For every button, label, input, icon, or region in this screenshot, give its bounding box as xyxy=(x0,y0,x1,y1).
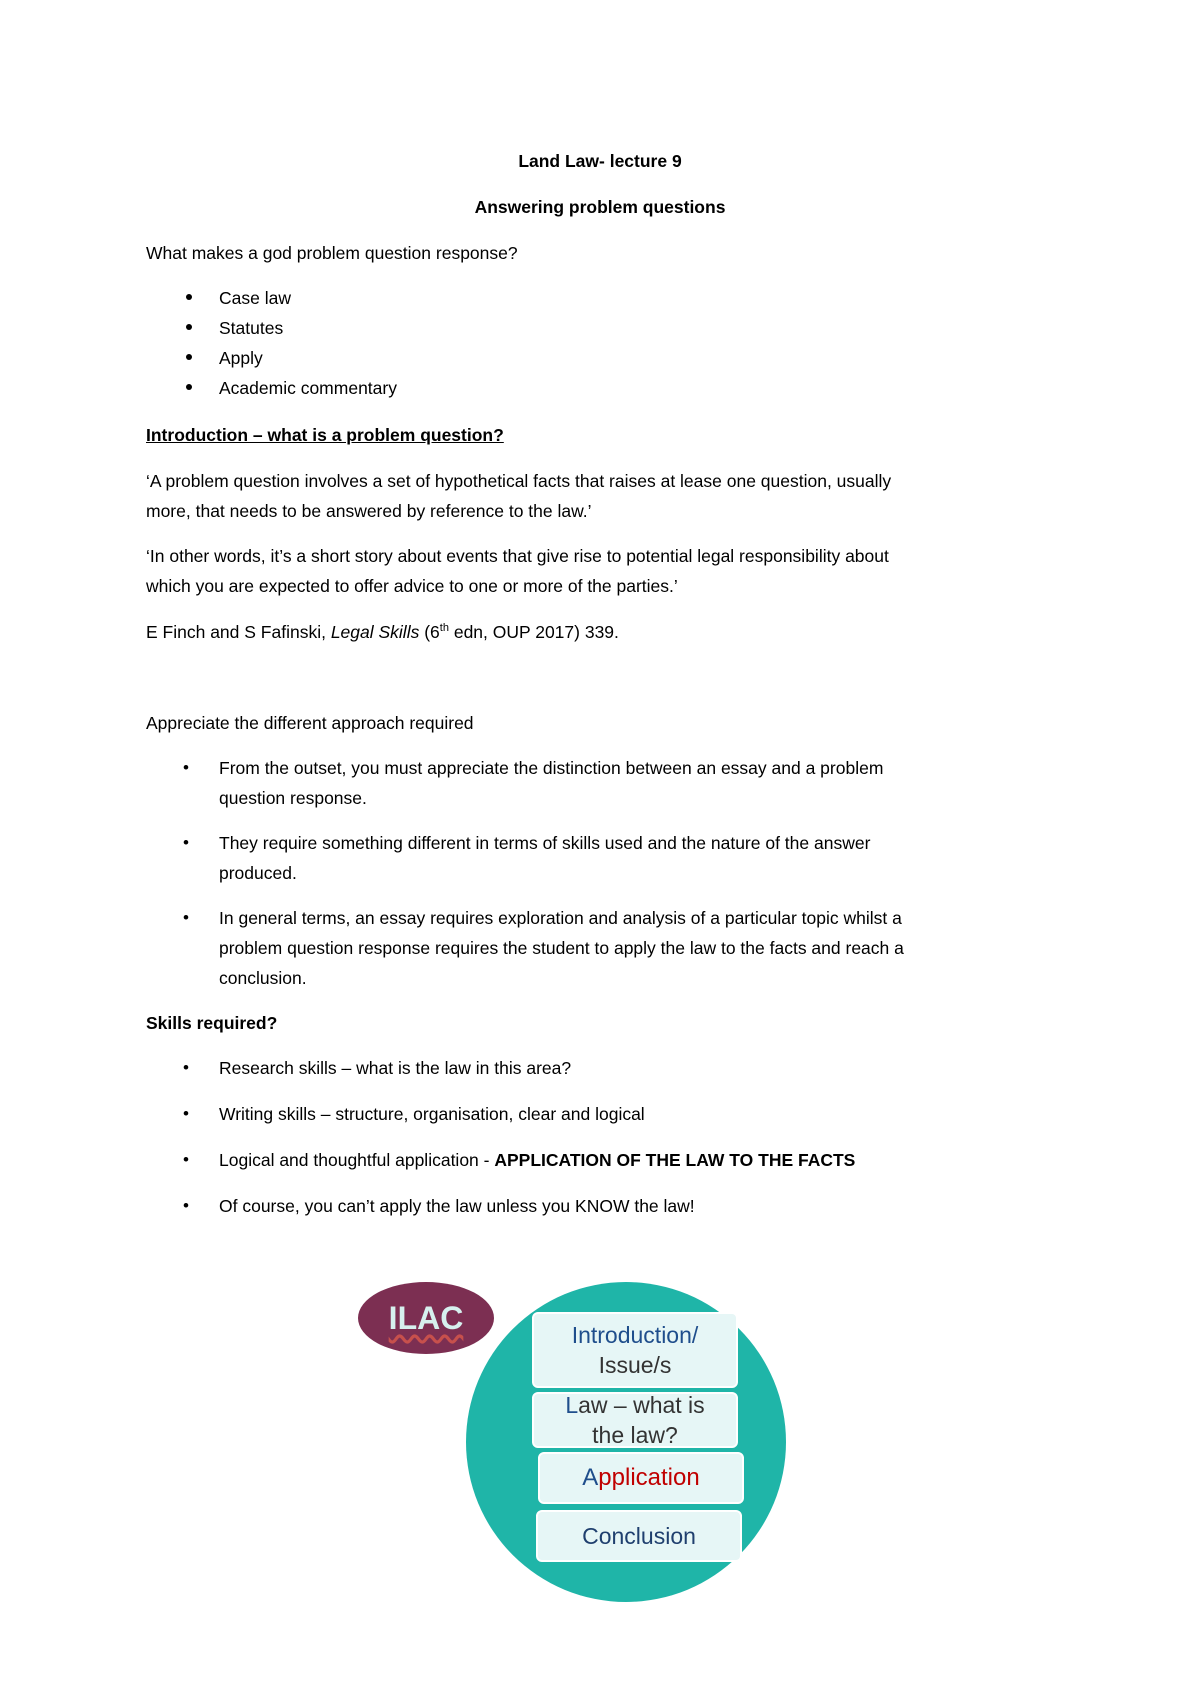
box-line xyxy=(565,1390,704,1420)
section-heading: Appreciate the different approach required xyxy=(146,713,474,733)
bullet-line: Writing skills – structure, organisation, clear and logical xyxy=(219,1104,645,1124)
quote-line: more, that needs to be answered by reference to the law.’ xyxy=(146,501,592,521)
bullet-dot xyxy=(186,294,192,300)
ilac-box-application xyxy=(538,1452,744,1504)
section-heading: Skills required? xyxy=(146,1013,278,1033)
list-item: Statutes xyxy=(219,318,284,338)
document-subtitle: Answering problem questions xyxy=(474,197,726,217)
list-item: Academic commentary xyxy=(219,378,397,398)
bullet-marker: • xyxy=(183,1150,189,1169)
ilac-box-conclusion xyxy=(536,1510,742,1562)
ilac-box-introduction xyxy=(532,1312,738,1388)
quote-line: ‘In other words, it’s a short story about events that give rise to potential legal responsibility about xyxy=(146,546,889,566)
section-heading: Introduction – what is a problem question? xyxy=(146,425,504,445)
box-line xyxy=(582,1463,699,1493)
ilac-label-oval xyxy=(358,1282,494,1354)
box-line: the law? xyxy=(592,1422,678,1448)
bullet-line: question response. xyxy=(219,788,367,808)
box-line: Issue/s xyxy=(598,1352,672,1378)
document-title: Land Law- lecture 9 xyxy=(518,151,682,171)
bullet-line: problem question response requires the student to apply the law to the facts and reach a xyxy=(219,938,904,958)
bullet-line: In general terms, an essay requires exploration and analysis of a particular topic whilst a xyxy=(219,908,902,928)
bullet-line xyxy=(219,1145,855,1175)
list-item: Case law xyxy=(219,288,291,308)
quote-line: ‘A problem question involves a set of hypothetical facts that raises at lease one question, usually xyxy=(146,471,892,491)
bullet-marker: • xyxy=(183,1196,189,1215)
bullet-line: Of course, you can’t apply the law unless you KNOW the law! xyxy=(219,1196,695,1216)
intro-question: What makes a god problem question response? xyxy=(146,243,518,263)
box-line xyxy=(582,1521,696,1551)
bullet-text: Logical and thoughtful application - xyxy=(219,1150,495,1170)
citation-authors: E Finch and S Fafinski, xyxy=(146,622,331,642)
list-item: Apply xyxy=(219,348,263,368)
bullet-marker: • xyxy=(183,758,189,777)
bullet-dot xyxy=(186,384,192,390)
citation-paren: (6 xyxy=(419,622,440,642)
box-initial: L xyxy=(565,1392,579,1418)
bullet-marker: • xyxy=(183,1104,189,1123)
box-initial: C xyxy=(582,1523,599,1549)
bullet-line: conclusion. xyxy=(219,968,307,988)
bullet-marker: • xyxy=(183,1058,189,1077)
citation-details: edn, OUP 2017) 339. xyxy=(448,622,619,642)
citation-title: Legal Skills xyxy=(330,622,420,642)
box-line xyxy=(572,1320,699,1350)
bullet-dot xyxy=(186,354,192,360)
bullet-line: From the outset, you must appreciate the distinction between an essay and a problem xyxy=(219,758,884,778)
bullet-line: They require something different in terms of skills used and the nature of the answer xyxy=(219,833,871,853)
box-initial: A xyxy=(582,1464,599,1491)
box-text: Introduction/ xyxy=(571,1322,699,1348)
bullet-marker: • xyxy=(183,833,189,852)
box-text: onclusion xyxy=(598,1523,696,1549)
bullet-line: produced. xyxy=(219,863,297,883)
bullet-line: Research skills – what is the law in this area? xyxy=(219,1058,572,1078)
bullet-dot xyxy=(186,324,192,330)
citation-superscript: th xyxy=(439,622,449,635)
citation xyxy=(146,617,619,647)
bold-emphasis: APPLICATION OF THE LAW TO THE FACTS xyxy=(494,1150,856,1170)
ilac-label: ILAC xyxy=(388,1299,464,1336)
quote-line: which you are expected to offer advice to one or more of the parties.’ xyxy=(146,576,678,596)
box-text: aw – what is xyxy=(578,1392,705,1418)
bullet-marker: • xyxy=(183,908,189,927)
box-text: pplication xyxy=(598,1464,700,1491)
ilac-box-law xyxy=(532,1392,738,1448)
